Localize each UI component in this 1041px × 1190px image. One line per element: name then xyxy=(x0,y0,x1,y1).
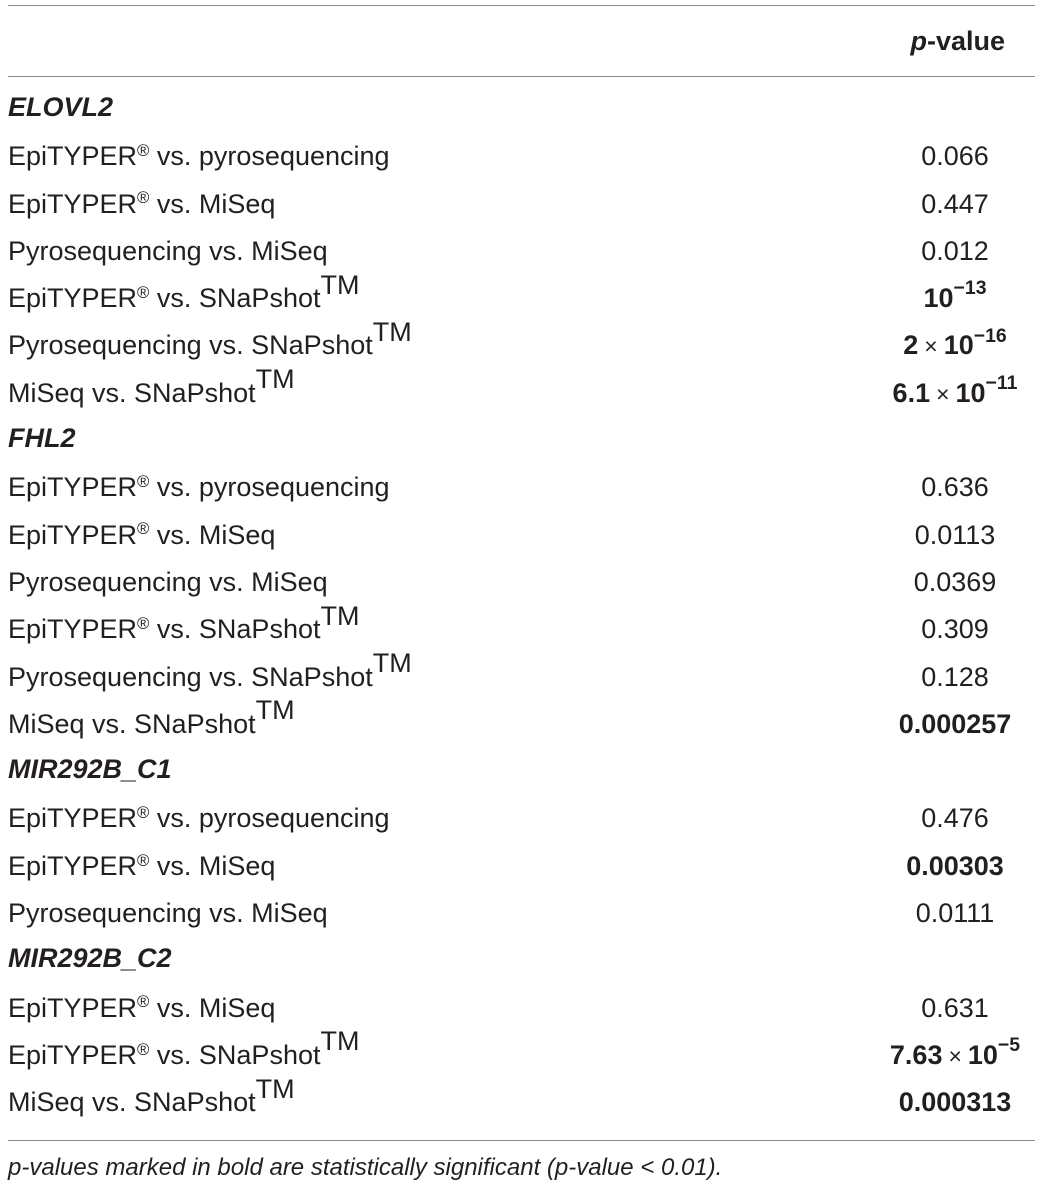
comparison-label xyxy=(8,898,328,929)
method-b: MiSeq xyxy=(251,898,328,929)
table-row xyxy=(0,892,1041,939)
vs-text: vs. xyxy=(201,898,252,929)
table-row xyxy=(0,987,1041,1034)
p-value-base: 10 xyxy=(923,283,954,314)
method-a: MiSeq xyxy=(8,1087,85,1118)
registered-mark: ® xyxy=(137,141,150,161)
pvalue-p-italic: p xyxy=(910,26,927,56)
group-name: MIR292B_C2 xyxy=(8,943,172,974)
trademark-mark: TM xyxy=(320,269,360,300)
comparison-label xyxy=(8,1026,360,1071)
vs-text: vs. xyxy=(149,519,199,550)
registered-mark: ® xyxy=(137,1039,150,1059)
method-b: SNaPshot xyxy=(198,614,321,645)
pvalue-suffix: -value xyxy=(926,26,1005,56)
comparison-label xyxy=(8,316,412,361)
p-value-text: 0.066 xyxy=(921,141,989,172)
method-b: MiSeq xyxy=(251,235,328,266)
method-b: SNaPshot xyxy=(198,1039,321,1070)
p-value-cell xyxy=(889,1034,1021,1071)
p-value-cell xyxy=(921,614,989,645)
comparison-label xyxy=(8,600,360,645)
method-a: EpiTYPER xyxy=(8,472,138,503)
p-value-coefficient: 2 xyxy=(903,330,919,361)
registered-mark: ® xyxy=(137,519,150,539)
method-a: Pyrosequencing xyxy=(8,330,202,361)
comparison-label xyxy=(8,695,295,740)
p-value-text: 0.447 xyxy=(921,188,989,219)
comparison-label xyxy=(8,269,360,314)
vs-text: vs. xyxy=(84,1087,135,1118)
vs-text: vs. xyxy=(84,377,135,408)
p-value-text: 0.000257 xyxy=(898,708,1012,739)
vs-text: vs. xyxy=(149,1039,199,1070)
trademark-mark: TM xyxy=(255,1073,295,1104)
method-b: MiSeq xyxy=(198,519,276,550)
registered-mark: ® xyxy=(137,803,150,823)
group-row xyxy=(0,750,1041,797)
comparison-label xyxy=(8,141,390,172)
p-value-cell xyxy=(899,709,1012,740)
p-value-cell xyxy=(923,277,987,314)
p-value-coefficient: 6.1 xyxy=(892,377,931,408)
table-row xyxy=(0,466,1041,513)
comparison-label xyxy=(8,472,390,503)
p-value-text: 0.636 xyxy=(921,472,989,503)
p-value-text: 0.012 xyxy=(921,235,989,266)
table-row xyxy=(0,695,1041,750)
vs-text: vs. xyxy=(201,330,252,361)
p-value-cell xyxy=(921,189,989,220)
registered-mark: ® xyxy=(137,188,150,208)
p-value-base: 10 xyxy=(943,330,974,361)
method-a: MiSeq xyxy=(8,708,85,739)
p-value-text: 0.476 xyxy=(921,803,989,834)
table-row xyxy=(0,1073,1041,1128)
vs-text: vs. xyxy=(149,283,199,314)
p-value-cell xyxy=(903,324,1007,361)
group-name: FHL2 xyxy=(8,423,76,454)
method-b: MiSeq xyxy=(251,566,328,597)
table-row xyxy=(0,230,1041,277)
registered-mark: ® xyxy=(137,992,150,1012)
method-a: Pyrosequencing xyxy=(8,898,202,929)
registered-mark: ® xyxy=(137,614,150,634)
table-row xyxy=(0,561,1041,608)
method-b: pyrosequencing xyxy=(198,803,390,834)
p-value-cell xyxy=(921,141,989,172)
table-row xyxy=(0,316,1041,371)
times-symbol: × xyxy=(924,333,938,360)
table-row xyxy=(0,183,1041,230)
method-b: SNaPshot xyxy=(134,1087,256,1118)
method-b: MiSeq xyxy=(198,992,276,1023)
registered-mark: ® xyxy=(137,282,150,302)
comparison-label xyxy=(8,1073,295,1118)
trademark-mark: TM xyxy=(320,1026,360,1057)
table-row xyxy=(0,364,1041,419)
p-value-exponent: −5 xyxy=(997,1034,1021,1057)
p-value-cell xyxy=(914,567,997,598)
p-value-text: 0.128 xyxy=(921,661,989,692)
p-value-text: 0.0111 xyxy=(915,898,995,929)
p-value-text: 0.000313 xyxy=(898,1087,1012,1118)
trademark-mark: TM xyxy=(255,695,295,726)
group-name: ELOVL2 xyxy=(8,92,114,122)
vs-text: vs. xyxy=(149,803,199,834)
comparison-label xyxy=(8,851,275,882)
vs-text: vs. xyxy=(201,235,252,266)
method-a: EpiTYPER xyxy=(8,519,138,550)
table-row xyxy=(0,135,1041,182)
vs-text: vs. xyxy=(201,661,252,692)
table-row xyxy=(0,797,1041,844)
method-b: SNaPshot xyxy=(134,377,256,408)
group-row xyxy=(0,419,1041,466)
vs-text: vs. xyxy=(149,472,199,503)
p-value-exponent: −16 xyxy=(973,324,1007,347)
comparison-label xyxy=(8,567,328,598)
table-row xyxy=(0,845,1041,892)
p-value-base: 10 xyxy=(967,1039,998,1070)
method-a: EpiTYPER xyxy=(8,1039,138,1070)
group-name: MIR292B_C1 xyxy=(8,754,172,785)
method-b: SNaPshot xyxy=(251,661,373,692)
method-a: EpiTYPER xyxy=(8,614,138,645)
vs-text: vs. xyxy=(149,188,199,219)
p-value-cell xyxy=(915,520,996,551)
trademark-mark: TM xyxy=(372,648,412,679)
p-value-coefficient: 7.63 xyxy=(889,1039,943,1070)
p-value-cell xyxy=(921,662,989,693)
p-value-cell xyxy=(892,371,1018,409)
table-top-rule xyxy=(8,5,1035,6)
trademark-mark: TM xyxy=(372,316,412,347)
vs-text: vs. xyxy=(201,566,252,597)
p-value-text: 0.309 xyxy=(921,614,989,645)
p-value-cell xyxy=(921,236,989,267)
vs-text: vs. xyxy=(149,141,199,172)
p-value-cell xyxy=(921,803,989,834)
p-value-cell xyxy=(921,993,989,1024)
p-value-cell xyxy=(899,1087,1012,1118)
method-a: Pyrosequencing xyxy=(8,235,202,266)
table-body xyxy=(0,88,1041,1129)
table-row xyxy=(0,648,1041,703)
times-symbol: × xyxy=(948,1042,962,1069)
method-b: MiSeq xyxy=(198,188,276,219)
method-b: MiSeq xyxy=(198,850,276,881)
group-row xyxy=(0,88,1041,135)
method-b: SNaPshot xyxy=(198,283,321,314)
table-row xyxy=(0,1026,1041,1081)
registered-mark: ® xyxy=(137,850,150,870)
p-value-cell xyxy=(916,898,995,929)
p-value-text: 0.00303 xyxy=(906,850,1004,881)
method-a: MiSeq xyxy=(8,377,85,408)
method-b: SNaPshot xyxy=(251,330,373,361)
table-header-rule xyxy=(8,76,1035,77)
method-a: EpiTYPER xyxy=(8,992,138,1023)
p-value-exponent: −11 xyxy=(985,371,1018,394)
method-b: pyrosequencing xyxy=(198,141,390,172)
p-value-text: 0.0113 xyxy=(914,519,996,550)
method-a: EpiTYPER xyxy=(8,850,138,881)
p-value-exponent: −13 xyxy=(953,277,987,300)
p-value-text: 0.0369 xyxy=(913,566,997,597)
table-row xyxy=(0,514,1041,561)
column-header-pvalue xyxy=(910,26,1005,57)
p-value-text: 0.631 xyxy=(921,992,989,1023)
comparison-label xyxy=(8,364,295,409)
method-b: pyrosequencing xyxy=(198,472,390,503)
table-row xyxy=(0,269,1041,324)
method-a: EpiTYPER xyxy=(8,283,138,314)
comparison-label xyxy=(8,993,275,1024)
comparison-label xyxy=(8,520,275,551)
comparison-label xyxy=(8,648,412,693)
group-row xyxy=(0,939,1041,986)
table-row xyxy=(0,600,1041,655)
method-a: EpiTYPER xyxy=(8,803,138,834)
method-a: Pyrosequencing xyxy=(8,661,202,692)
registered-mark: ® xyxy=(137,472,150,492)
trademark-mark: TM xyxy=(320,600,360,631)
comparison-label xyxy=(8,189,275,220)
p-value-cell xyxy=(921,472,989,503)
p-value-base: 10 xyxy=(955,377,986,408)
table-footnote: p-values marked in bold are statistically significant (p-value < 0.01). xyxy=(8,1154,723,1181)
method-a: Pyrosequencing xyxy=(8,566,202,597)
vs-text: vs. xyxy=(149,992,199,1023)
method-a: EpiTYPER xyxy=(8,141,138,172)
table-bottom-rule xyxy=(8,1140,1035,1141)
times-symbol: × xyxy=(936,380,950,407)
p-value-cell xyxy=(906,851,1004,882)
vs-text: vs. xyxy=(84,708,135,739)
method-b: SNaPshot xyxy=(134,708,256,739)
vs-text: vs. xyxy=(149,614,199,645)
vs-text: vs. xyxy=(149,850,199,881)
trademark-mark: TM xyxy=(255,364,295,395)
comparison-label xyxy=(8,803,390,834)
comparison-label xyxy=(8,236,328,267)
method-a: EpiTYPER xyxy=(8,188,138,219)
